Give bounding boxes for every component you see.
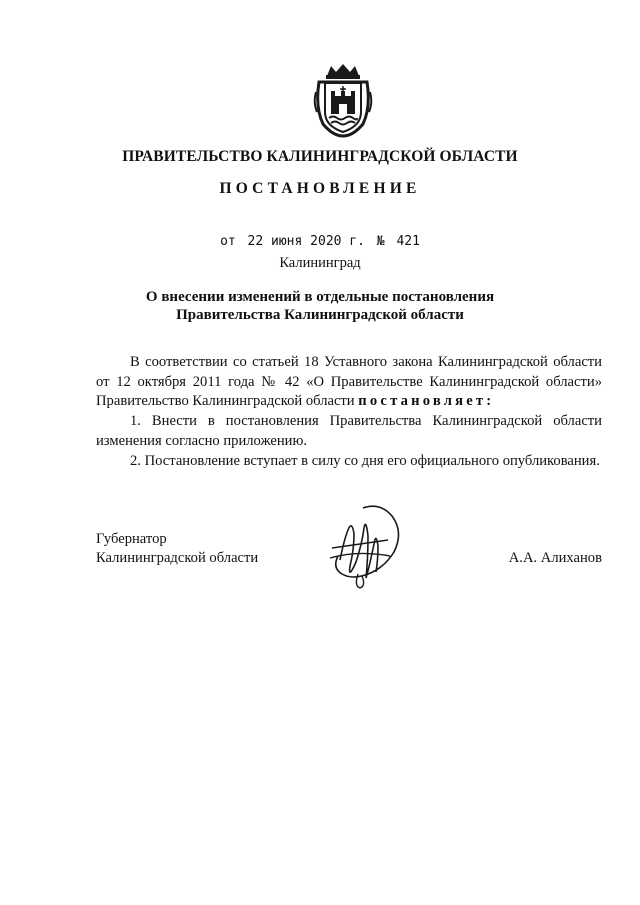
subject-line-2: Правительства Калининградской области [176, 307, 464, 323]
coat-of-arms-icon [313, 62, 373, 138]
date-number-line [0, 234, 640, 249]
issuing-authority: ПРАВИТЕЛЬСТВО КАЛИНИНГРАДСКОЙ ОБЛАСТИ [122, 148, 518, 165]
subject-line-1: О внесении изменений в отдельные постановления [145, 289, 495, 305]
document-body [96, 353, 602, 471]
document-date: 22 июня 2020 г. [247, 234, 365, 249]
document-subject [0, 288, 640, 324]
number-sign: № [376, 234, 385, 249]
document-type: ПОСТАНОВЛЕНИЕ [219, 180, 421, 197]
preamble-text: В соответствии со статьей 18 Уставного закона Калининградской области от 12 октября 2011 года № 42 «О Правительстве Калининградской области» Правительство Калининградской области [96, 354, 602, 410]
date-prefix: от [220, 234, 236, 249]
handwritten-signature [318, 500, 408, 592]
document-number: 421 [396, 234, 420, 249]
item-2: 2. Постановление вступает в силу со дня его официального опубликования. [130, 452, 600, 469]
signer-name: А.А. Алиханов [508, 550, 602, 566]
signer-position [96, 530, 258, 568]
item-1: 1. Внести в постановления Правительства Калининградской области изменения согласно приложению. [96, 413, 602, 449]
signer-position-line-1: Губернатор [96, 531, 167, 547]
preamble-paragraph [96, 353, 602, 412]
signer-position-line-2: Калининградской области [96, 550, 259, 566]
document-city: Калининград [279, 255, 361, 271]
svg-text:✚: ✚ [339, 85, 347, 94]
decree-word: постановляет: [358, 393, 495, 410]
